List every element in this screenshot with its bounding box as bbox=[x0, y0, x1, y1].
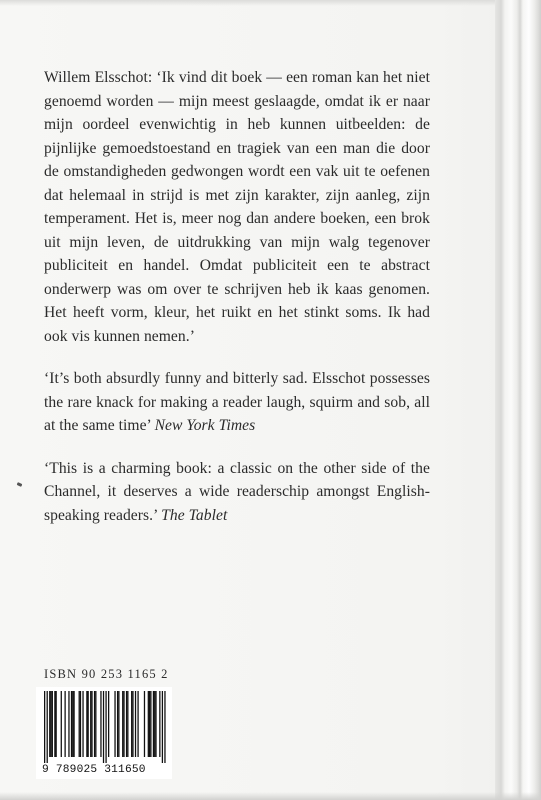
barcode-bar bbox=[80, 691, 81, 757]
barcode-bar bbox=[164, 691, 165, 763]
barcode-bar bbox=[79, 691, 80, 757]
barcode-bar bbox=[117, 691, 118, 757]
cover-bottom-edge bbox=[0, 792, 541, 800]
barcode-bar bbox=[114, 691, 115, 757]
barcode-bar bbox=[54, 691, 55, 757]
barcode-bar bbox=[61, 691, 62, 757]
barcode-bar bbox=[50, 691, 51, 757]
barcode-bar bbox=[123, 691, 124, 757]
barcode-bar bbox=[72, 691, 73, 757]
barcode-bar bbox=[150, 691, 151, 757]
barcode-bar bbox=[108, 691, 109, 757]
tablet-quote: ‘This is a charming book: a classic on the other side of the Channel, it deserves a wide readerschip amongst English-speaking readers.’ bbox=[44, 459, 430, 524]
barcode-bar bbox=[162, 691, 163, 763]
barcode bbox=[36, 687, 172, 779]
barcode-bar bbox=[153, 691, 154, 757]
barcode-bar bbox=[95, 691, 96, 757]
barcode-bar bbox=[94, 691, 95, 757]
barcode-bar bbox=[100, 691, 101, 757]
barcode-bar bbox=[49, 691, 50, 757]
barcode-bar bbox=[86, 691, 87, 757]
nyt-source: New York Times bbox=[154, 417, 256, 434]
barcode-bar bbox=[131, 691, 132, 757]
dutch-quote-paragraph: Willem Elsschot: ‘Ik vind dit boek — een roman kan het niet genoemd worden — mijn meest geslaagde, omdat ik er naar mijn oordeel evenwichtig in heb kunnen uitbeelden: de pijnlijke gemoedstoestand en tragiek van een man die door de omstandigheden gedwongen wordt een vak uit te oefenen dat helemaal in strijd is met zijn karakter, zijn aanleg, zijn temperament. Het is, meer nog dan andere boeken, een brok uit mijn leven, de uitdrukking van mijn walg tegenover publiciteit en handel. Omdat publiciteit een te abstract onderwerp was om over te schrijven heb ik kaas genomen. Het heeft vorm, kleur, het ruikt en het stinkt soms. Ik had ook vis kunnen nemen.’ bbox=[44, 69, 430, 345]
tablet-source: The Tablet bbox=[161, 506, 228, 524]
barcode-bar bbox=[144, 691, 145, 757]
barcode-bars bbox=[40, 691, 168, 763]
barcode-bar bbox=[132, 691, 133, 757]
barcode-bar bbox=[126, 691, 127, 757]
barcode-bar bbox=[71, 691, 72, 757]
barcode-bar bbox=[154, 691, 155, 757]
barcode-bar bbox=[135, 691, 136, 757]
barcode-bar bbox=[68, 691, 69, 757]
barcode-bar bbox=[148, 691, 149, 757]
barcode-bar bbox=[90, 691, 91, 757]
barcode-bar bbox=[91, 691, 92, 757]
barcode-bar bbox=[73, 691, 74, 757]
barcode-bar bbox=[122, 691, 123, 757]
barcode-bar bbox=[47, 691, 48, 763]
tablet-review-paragraph bbox=[44, 457, 430, 528]
barcode-bar bbox=[127, 691, 128, 757]
barcode-bar bbox=[52, 691, 53, 757]
barcode-bar bbox=[118, 691, 119, 757]
barcode-bar bbox=[149, 691, 150, 757]
nyt-review-paragraph bbox=[44, 367, 430, 438]
barcode-digits: 9 789025 311650 bbox=[42, 764, 146, 776]
nyt-quote: ‘It’s both absurdly funny and bitterly sad. Elsschot possesses the rare knack for making a reader laugh, squirm and sob, all at the same time’ bbox=[44, 370, 430, 434]
barcode-bar bbox=[155, 691, 156, 757]
barcode-bar bbox=[105, 691, 106, 763]
barcode-bar bbox=[159, 691, 160, 757]
isbn-label: ISBN 90 253 1165 2 bbox=[44, 667, 169, 681]
barcode-bar bbox=[56, 691, 57, 757]
barcode-bar bbox=[103, 691, 104, 763]
book-spine-edge bbox=[495, 0, 541, 800]
barcode-bar bbox=[44, 691, 45, 763]
blurb-text bbox=[44, 66, 430, 546]
barcode-bar bbox=[64, 691, 65, 757]
barcode-bar bbox=[137, 691, 138, 757]
cover-top-edge bbox=[0, 0, 541, 6]
ink-mark bbox=[17, 482, 23, 487]
barcode-bar bbox=[88, 691, 89, 757]
barcode-bar bbox=[82, 691, 83, 757]
